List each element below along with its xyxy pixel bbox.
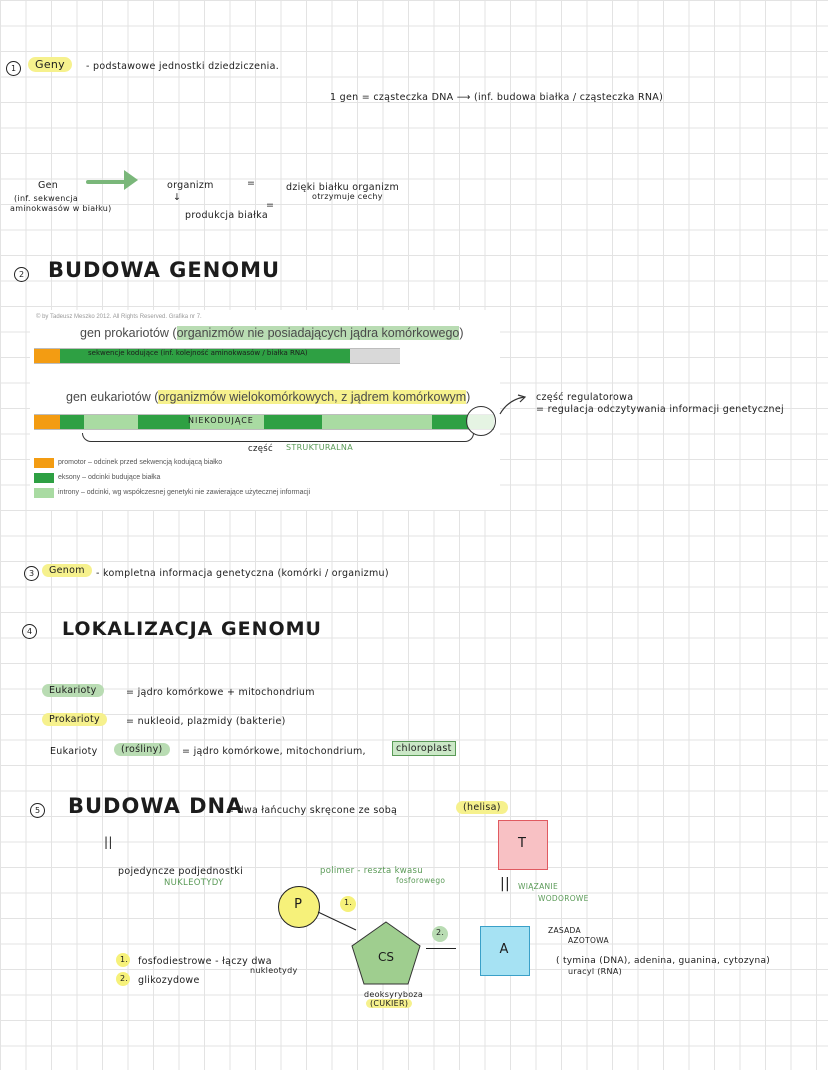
adenine-label: A: [499, 942, 509, 957]
legend-promotor: promotor – odcinek przed sekwencją kodującą białko: [58, 459, 223, 466]
regul-line-1: część regulatorowa: [536, 392, 634, 403]
genom-definition: - kompletna informacja genetyczna (komórki / organizmu): [96, 568, 389, 579]
legend-introny: introny – odcinki, wg współczesnej genetyki nie zawierające użytecznej informacji: [58, 489, 311, 496]
hydrogen-bond-mark: ||: [500, 876, 511, 892]
flow-cechy-2: otrzymuje cechy: [312, 192, 383, 201]
pojedyncze-label: pojedyncze podjednostki: [118, 866, 244, 877]
euk-exon-3: [264, 415, 322, 429]
dna-definition: = dwa łańcuchy skręcone ze sobą: [226, 805, 398, 816]
polimer-label-1: polimer - reszta kwasu: [320, 866, 423, 876]
gene-structure-figure: [30, 310, 500, 510]
legend-bond-2-num: 2.: [120, 974, 129, 983]
lok-row-3-term: Eukarioty: [50, 746, 98, 757]
structural-brace: [82, 433, 474, 442]
legend-eksony: eksony – odcinki budujące białka: [58, 474, 161, 481]
phosphate-label: P: [294, 897, 302, 912]
zasada-label-1: ZASADA: [548, 926, 581, 935]
regulatory-circle: [466, 406, 496, 436]
budowa-genomu-title: BUDOWA GENOMU: [48, 258, 281, 282]
flow-produkcja: produkcja białka: [185, 210, 268, 221]
flow-cechy-1: dzięki białku organizm: [286, 182, 400, 193]
flow-arrow-head-icon: [124, 170, 138, 190]
cukier-label-2: (CUKIER): [366, 999, 412, 1008]
genom-term: Genom: [42, 565, 92, 576]
euk-exon-4: [432, 415, 468, 429]
bond-1-label: 1.: [344, 898, 353, 907]
cukier-label-1: deoksyryboza: [364, 990, 424, 999]
flow-gen-note-2: aminokwasów w białku): [10, 204, 112, 213]
lok-row-3-extra: chloroplast: [392, 743, 456, 754]
section-number-5: 5: [30, 803, 45, 818]
strukturalna-label: STRUKTURALNA: [286, 443, 353, 452]
flow-gen-note-1: (inf. sekwencja: [14, 194, 79, 203]
nukleotydy-label: NUKLEOTYDY: [164, 878, 224, 888]
section-number-3: 3: [24, 566, 39, 581]
legend-bond-2-text: glikozydowe: [138, 975, 200, 986]
bases-line-2: uracyl (RNA): [568, 967, 623, 976]
budowa-dna-title: BUDOWA DNA: [68, 794, 244, 818]
czesc-label: część: [248, 444, 273, 454]
parallel-mark: ||: [104, 835, 113, 849]
lokalizacja-title: LOKALIZACJA GENOMU: [62, 618, 322, 640]
flow-equals: =: [247, 178, 256, 189]
euk-exon-1: [60, 415, 84, 429]
euk-gene-bar: [34, 414, 494, 430]
flow-arrow-down-icon: ↓: [173, 192, 182, 203]
flow-gen: Gen: [38, 180, 59, 191]
prok-bar-label: sekwencje kodujące (inf. kolejność aminokwasów / białka RNA): [88, 349, 308, 357]
section-number-4: 4: [22, 624, 37, 639]
legend-swatch-eksony: [34, 473, 54, 483]
cs-a-link: [426, 948, 456, 949]
lok-row-2-def: = nukleoid, plazmidy (bakterie): [126, 716, 286, 727]
bond-2-label: 2.: [436, 928, 445, 937]
figure-copyright: © by Tadeusz Meszko 2012. All Rights Reserved. Grafika nr 7.: [36, 314, 202, 320]
euk-title: gen eukariotów (organizmów wielokomórkowych, z jądrem komórkowym): [66, 390, 471, 404]
euk-bar-label: NIEKODUJĄCE: [188, 416, 254, 425]
section-number-2: 2: [14, 267, 29, 282]
prok-promotor-segment: [34, 349, 60, 363]
legend-bond-1-text-b: nukleotydy: [250, 966, 298, 975]
section-number-1: 1: [6, 61, 21, 76]
euk-promotor-segment: [34, 415, 60, 429]
polimer-label-2: fosforowego: [396, 876, 446, 885]
lok-row-3-paren: (rośliny): [114, 744, 170, 755]
gen-equation: 1 gen = cząsteczka DNA ⟶ (inf. budowa białka / cząsteczka RNA): [330, 92, 664, 103]
geny-term: Geny: [28, 58, 72, 71]
legend-bond-1-text: fosfodiestrowe - łączy dwa: [138, 956, 272, 967]
legend-bond-1-num: 1.: [120, 955, 129, 964]
wiazanie-label-2: WODOROWE: [538, 894, 589, 903]
regul-arrow-icon: [498, 394, 528, 416]
wiazanie-label-1: WIĄZANIE: [518, 882, 558, 891]
helisa: (helisa): [456, 802, 508, 813]
lok-row-1-def: = jądro komórkowe + mitochondrium: [126, 687, 315, 698]
flow-organizm: organizm: [167, 180, 214, 191]
prok-title: gen prokariotów (organizmów nie posiadających jądra komórkowego): [80, 326, 464, 340]
flow-equals-2: =: [266, 200, 275, 211]
sugar-label: CS: [378, 950, 394, 964]
euk-exon-2: [138, 415, 190, 429]
zasada-label-2: AZOTOWA: [568, 936, 609, 945]
bases-line-1: ( tymina (DNA), adenina, guanina, cytozyna): [556, 956, 771, 966]
legend-swatch-promotor: [34, 458, 54, 468]
regul-line-2: = regulacja odczytywania informacji genetycznej: [536, 404, 784, 415]
lok-row-2-term: Prokarioty: [42, 714, 107, 725]
lok-row-3-def: = jądro komórkowe, mitochondrium,: [182, 746, 366, 757]
thymine-label: T: [518, 836, 526, 851]
geny-definition: - podstawowe jednostki dziedziczenia.: [86, 61, 280, 72]
legend-swatch-introny: [34, 488, 54, 498]
lok-row-1-term: Eukarioty: [42, 685, 104, 696]
